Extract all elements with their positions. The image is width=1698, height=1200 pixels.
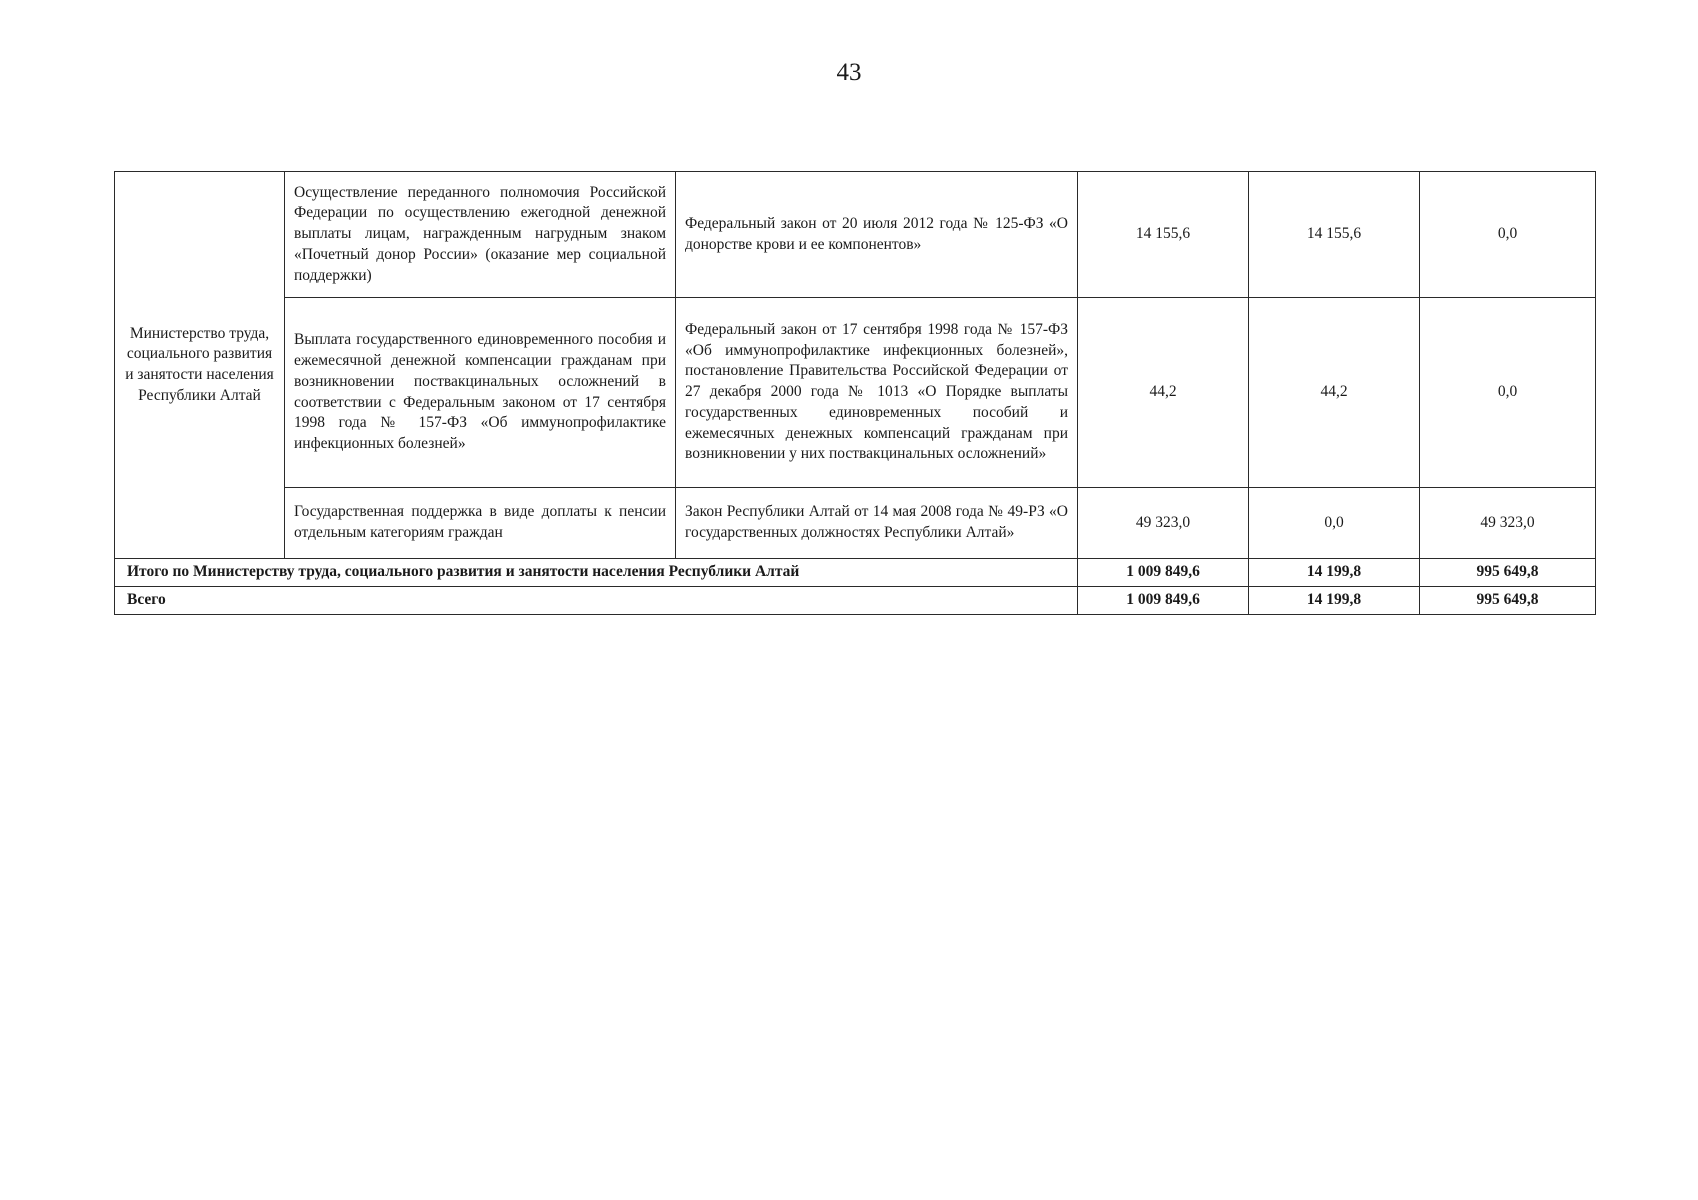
regional-amount-cell: 0,0 <box>1420 172 1596 298</box>
grand-total-row <box>115 587 1596 615</box>
subtotal-regional: 995 649,8 <box>1420 559 1596 587</box>
federal-amount-cell: 0,0 <box>1249 488 1420 559</box>
subtotal-row <box>115 559 1596 587</box>
legal-basis-cell: Федеральный закон от 17 сентября 1998 года № 157-ФЗ «Об иммунопрофилактике инфекционных болезней», постановление Правительства Российской Федерации от 27 декабря 2000 года № 1013 «О Порядке выплаты государственных единовременных пособий и ежемесячных денежных компенсаций гражданам при возникновении у них поствакцинальных осложнений» <box>676 298 1078 488</box>
page-number: 43 <box>836 59 862 86</box>
total-amount-cell: 14 155,6 <box>1078 172 1249 298</box>
table-row <box>115 172 1596 298</box>
legal-basis-cell: Федеральный закон от 20 июля 2012 года № 125-ФЗ «О донорстве крови и ее компонентов» <box>676 172 1078 298</box>
table-row <box>115 488 1596 559</box>
total-amount-cell: 44,2 <box>1078 298 1249 488</box>
total-amount-cell: 49 323,0 <box>1078 488 1249 559</box>
subtotal-label: Итого по Министерству труда, социального развития и занятости населения Республики Алтай <box>115 559 1078 587</box>
federal-amount-cell: 44,2 <box>1249 298 1420 488</box>
federal-amount-cell: 14 155,6 <box>1249 172 1420 298</box>
budget-table <box>114 171 1596 615</box>
subtotal-total: 1 009 849,6 <box>1078 559 1249 587</box>
purpose-cell: Выплата государственного единовременного пособия и ежемесячной денежной компенсации гражданам при возникновении поствакцинальных осложнений в соответствии с Федеральным законом от 17 сентября 1998 года № 157-ФЗ «Об иммунопрофилактике инфекционных болезней» <box>285 298 676 488</box>
grand-total-label: Всего <box>115 587 1078 615</box>
grand-total-federal: 14 199,8 <box>1249 587 1420 615</box>
regional-amount-cell: 0,0 <box>1420 298 1596 488</box>
ministry-cell: Министерство труда, социального развития и занятости населения Республики Алтай <box>115 172 285 559</box>
subtotal-federal: 14 199,8 <box>1249 559 1420 587</box>
grand-total-regional: 995 649,8 <box>1420 587 1596 615</box>
regional-amount-cell: 49 323,0 <box>1420 488 1596 559</box>
table-row <box>115 298 1596 488</box>
grand-total-total: 1 009 849,6 <box>1078 587 1249 615</box>
purpose-cell: Осуществление переданного полномочия Российской Федерации по осуществлению ежегодной денежной выплаты лицам, награжденным нагрудным знаком «Почетный донор России» (оказание мер социальной поддержки) <box>285 172 676 298</box>
purpose-cell: Государственная поддержка в виде доплаты к пенсии отдельным категориям граждан <box>285 488 676 559</box>
legal-basis-cell: Закон Республики Алтай от 14 мая 2008 года № 49-РЗ «О государственных должностях Республики Алтай» <box>676 488 1078 559</box>
